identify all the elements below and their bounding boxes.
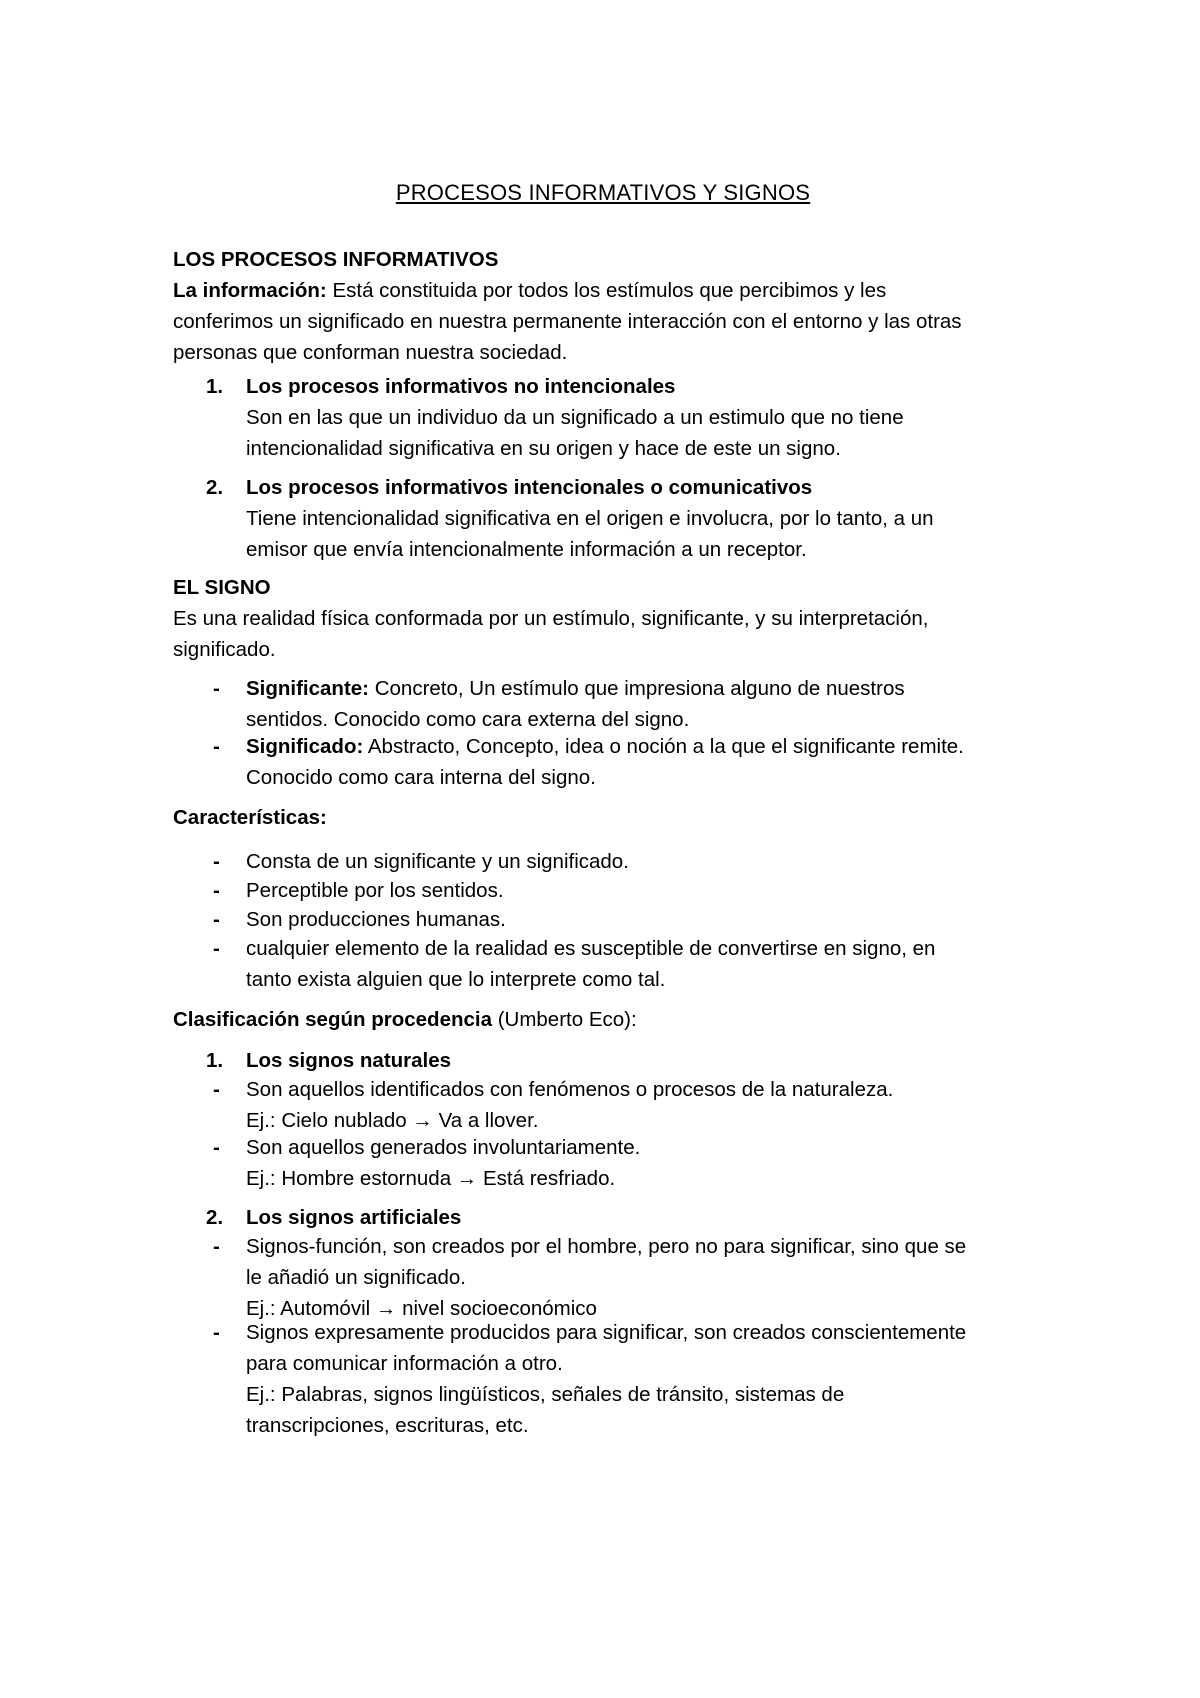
section-heading: LOS PROCESOS INFORMATIVOS [173, 248, 499, 271]
item-heading: Los procesos informativos intencionales o comunicativos [246, 476, 813, 499]
item-text-line: emisor que envía intencionalmente información a un receptor. [246, 538, 807, 561]
paragraph-text: Está constituida por todos los estímulos que percibimos y les [326, 279, 887, 302]
item-text-line: Signos expresamente producidos para significar, son creados conscientemente [246, 1321, 967, 1344]
info-paragraph-line: conferimos un significado en nuestra permanente interacción con el entorno y las otras [173, 310, 962, 333]
list-number: 2. [206, 1206, 224, 1229]
list-dash: - [213, 1136, 220, 1159]
item-text-line: Son aquellos generados involuntariamente. [246, 1136, 641, 1159]
item-text-line: para comunicar información a otro. [246, 1352, 563, 1375]
section-heading [173, 1004, 1053, 1035]
heading-rest: (Umberto Eco): [492, 1008, 637, 1031]
document-title: PROCESOS INFORMATIVOS Y SIGNOS [395, 180, 811, 205]
section-clasificacion [173, 1004, 1053, 1035]
term-definition: Abstracto, Concepto, idea o noción a la que el significante remite. [363, 735, 964, 758]
example-line: Ej.: Hombre estornuda → Está resfriado. [246, 1167, 616, 1190]
example-line: Ej.: Automóvil → nivel socioeconómico [246, 1297, 597, 1320]
item-text-line [246, 731, 1046, 762]
item-text-line: Conocido como cara interna del signo. [246, 766, 596, 789]
info-label: La información: [173, 279, 327, 302]
item-text-line: Tiene intencionalidad significativa en el origen e involucra, por lo tanto, a un [246, 507, 934, 530]
item-text-line: Son producciones humanas. [246, 908, 506, 931]
list-dash: - [213, 1078, 220, 1101]
item-text-line [246, 673, 1046, 704]
list-number: 1. [206, 375, 224, 398]
section-caracteristicas [173, 802, 1053, 833]
list-number: 2. [206, 476, 224, 499]
item-heading: Los signos artificiales [246, 1206, 462, 1229]
info-paragraph-line [173, 275, 1053, 306]
list-dash: - [213, 908, 220, 931]
section-heading: EL SIGNO [173, 576, 271, 599]
item-text-line: cualquier elemento de la realidad es susceptible de convertirse en signo, en [246, 937, 936, 960]
item-heading: Los procesos informativos no intencionales [246, 375, 676, 398]
list-dash: - [213, 1321, 220, 1344]
section-heading: Características: [173, 806, 327, 829]
paragraph-line: Es una realidad física conformada por un estímulo, significante, y su interpretación, [173, 607, 929, 630]
info-paragraph-line: personas que conforman nuestra sociedad. [173, 341, 568, 364]
item-text-line: Signos-función, son creados por el hombre, pero no para significar, sino que se [246, 1235, 967, 1258]
item-text-line: Son aquellos identificados con fenómenos o procesos de la naturaleza. [246, 1078, 894, 1101]
heading-bold: Clasificación según procedencia [173, 1008, 492, 1031]
item-text-line: sentidos. Conocido como cara externa del signo. [246, 708, 690, 731]
item-text-line: Consta de un significante y un significado. [246, 850, 629, 873]
item-text-line: Perceptible por los sentidos. [246, 879, 504, 902]
example-line: transcripciones, escrituras, etc. [246, 1414, 529, 1437]
item-heading: Los signos naturales [246, 1049, 452, 1072]
item-text-line: le añadió un significado. [246, 1266, 466, 1289]
term-label: Significado: [246, 735, 364, 758]
example-line: Ej.: Cielo nublado → Va a llover. [246, 1109, 539, 1132]
item-text-line: Son en las que un individuo da un significado a un estimulo que no tiene [246, 406, 904, 429]
list-number: 1. [206, 1049, 224, 1072]
list-dash: - [213, 677, 220, 700]
list-dash: - [213, 735, 220, 758]
list-dash: - [213, 937, 220, 960]
term-label: Significante: [246, 677, 370, 700]
paragraph-line: significado. [173, 638, 276, 661]
list-dash: - [213, 879, 220, 902]
section-el-signo [173, 572, 1053, 665]
list-dash: - [213, 850, 220, 873]
example-line: Ej.: Palabras, signos lingüísticos, señales de tránsito, sistemas de [246, 1383, 845, 1406]
item-text-line: tanto exista alguien que lo interprete como tal. [246, 968, 666, 991]
list-dash: - [213, 1235, 220, 1258]
item-text-line: intencionalidad significativa en su origen y hace de este un signo. [246, 437, 841, 460]
term-definition: Concreto, Un estímulo que impresiona alguno de nuestros [369, 677, 905, 700]
section-procesos-informativos [173, 244, 1053, 368]
